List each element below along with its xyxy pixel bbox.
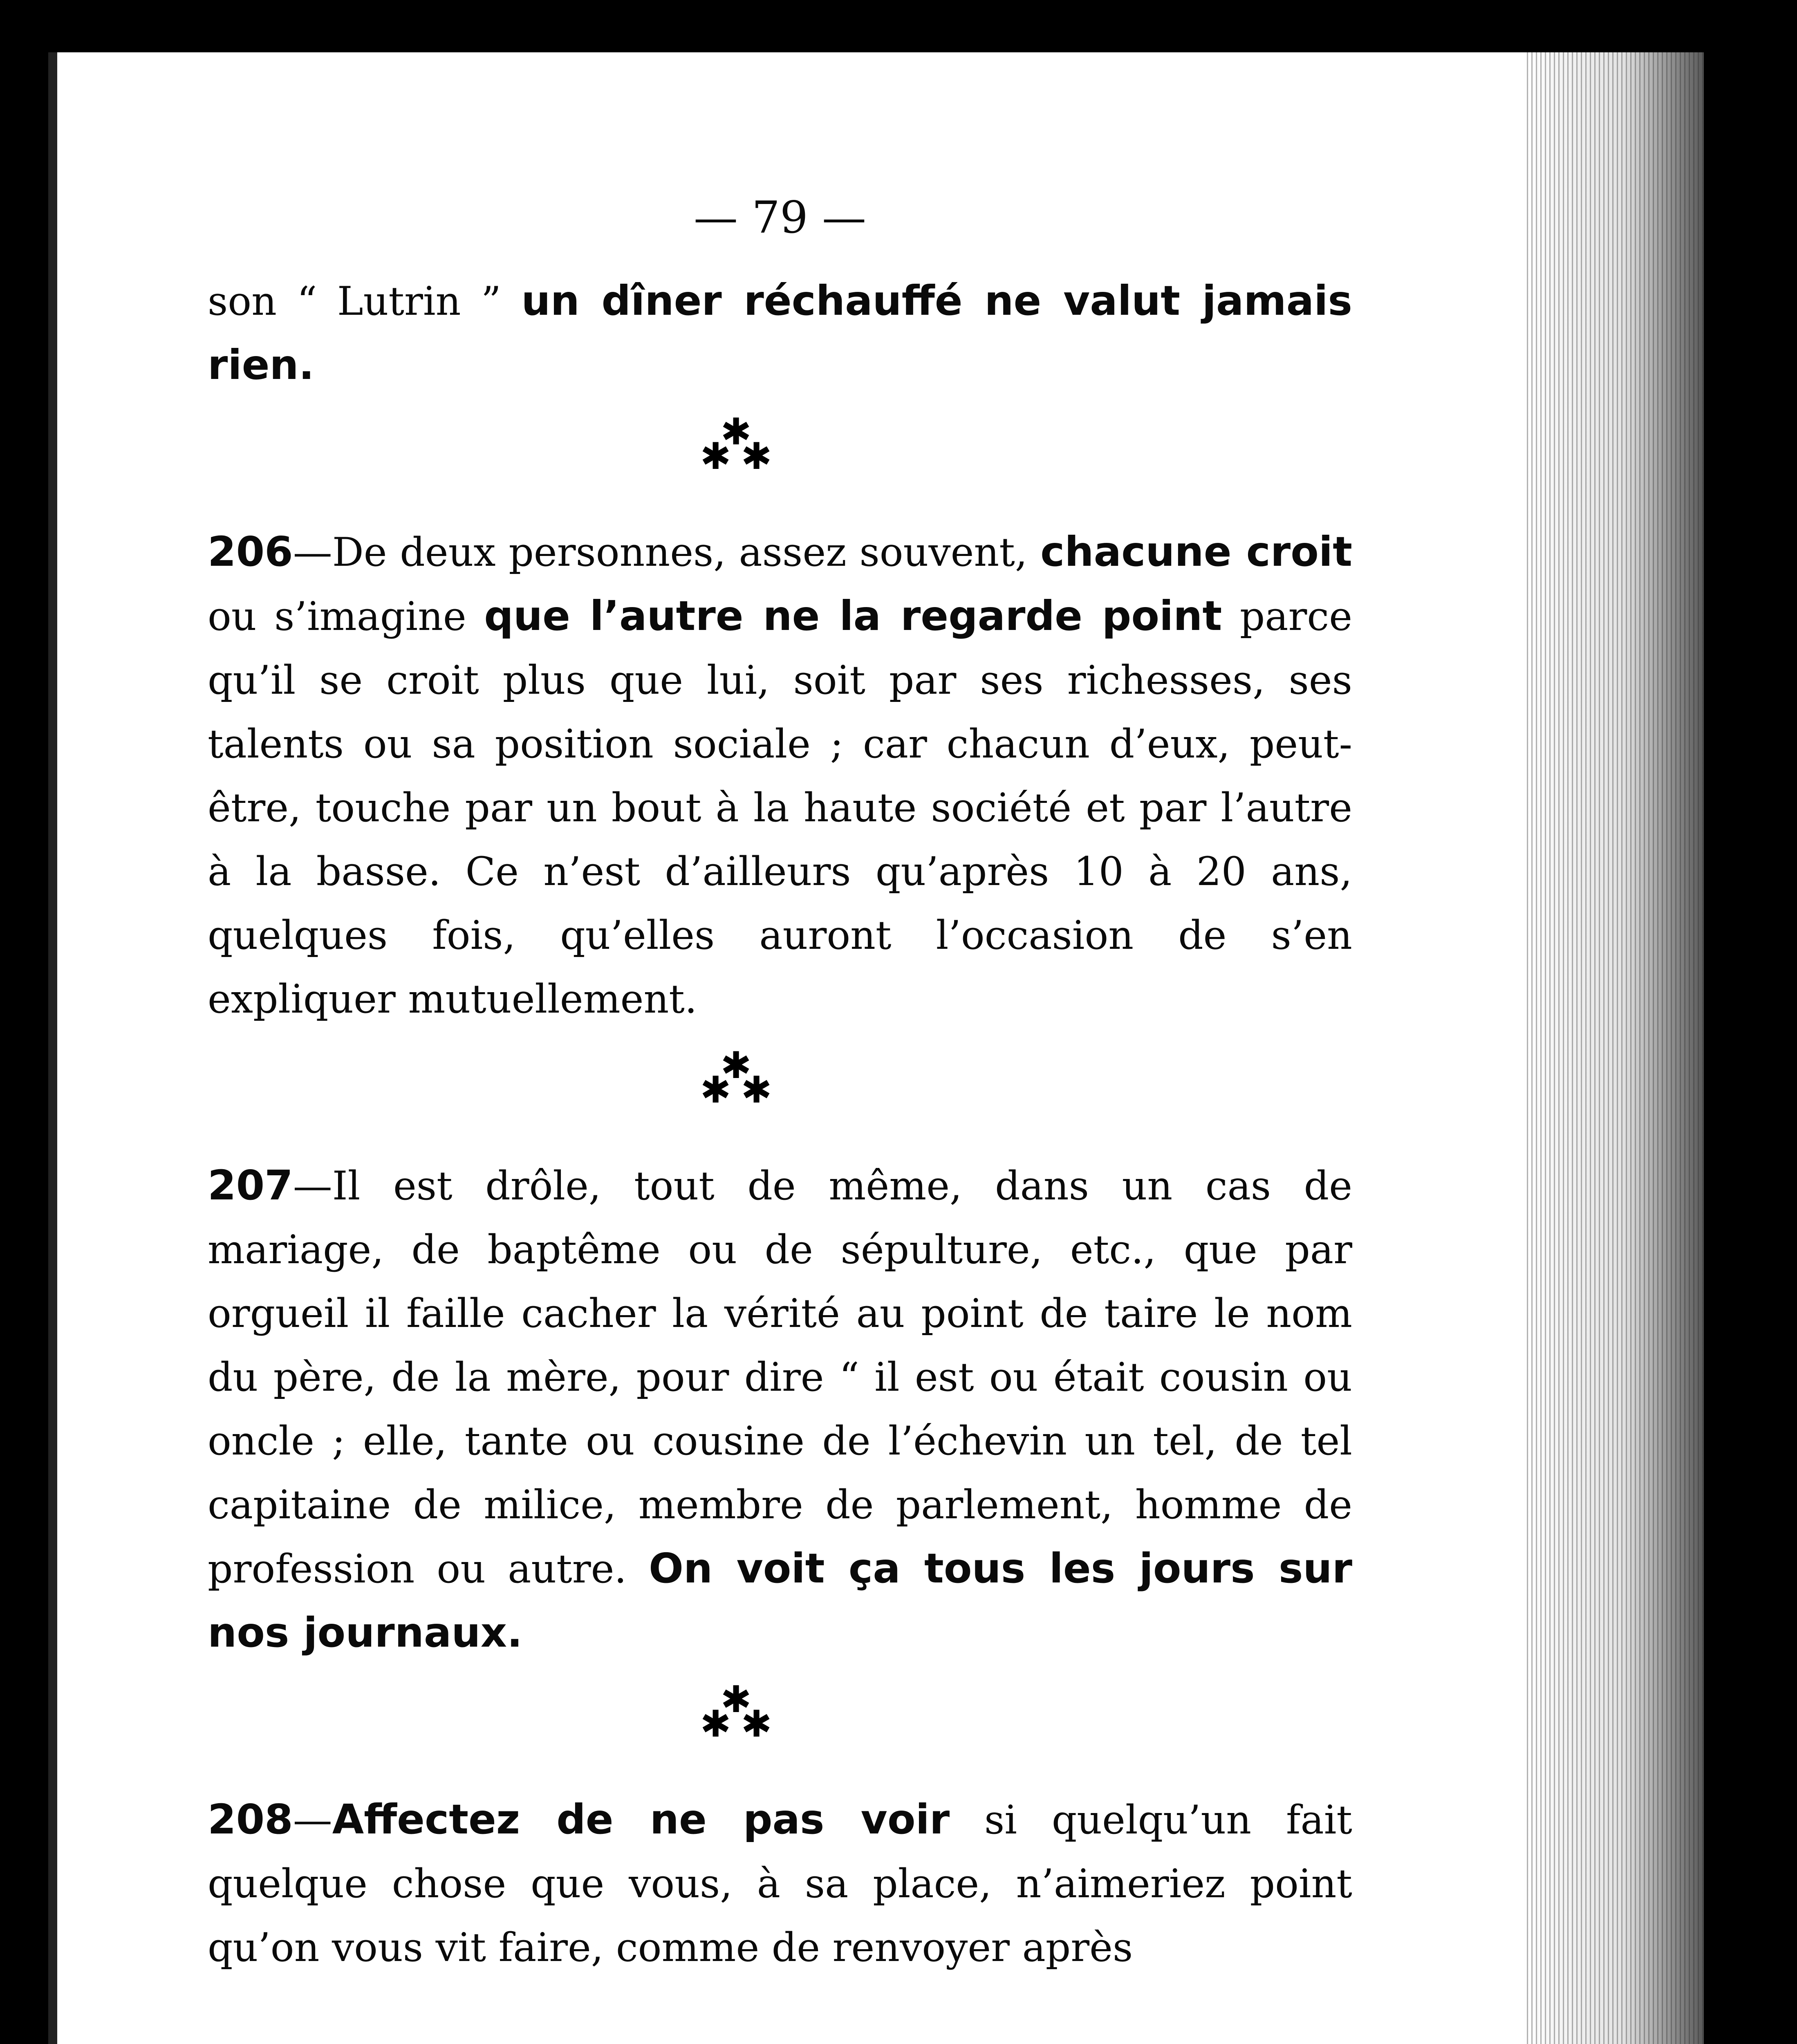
body-text: parce qu’il se croit plus que lui, soit par ses richesses, ses talents ou sa position sociale ; car chacun d’eux, peut-être, touche par un bout à la haute société et par l’autre à la basse. Ce n’est d’ailleurs qu’après 10 à 20 ans, quelques fois, qu’elles auront l’occasion de s’en expliquer mutuellement. [208,594,1353,1022]
page-text [208,191,1352,1979]
asterism-separator [208,397,1352,520]
carryover-bold: un dîner réchauffé ne valut jamais rien. [208,277,1352,389]
asterism-star: ✱ [700,435,731,478]
asterism-star: ✱ [741,1703,772,1746]
asterism-star: ✱ [741,1069,772,1112]
asterism-star: ✱ [721,1678,752,1721]
carryover-paragraph [208,269,1352,397]
asterism-separator [208,1665,1352,1788]
body-text: ou s’imagine [208,594,484,639]
body-text: — [293,1797,332,1843]
emphasis-text: Affectez de ne pas voir [332,1795,950,1843]
asterism-star: ✱ [721,1044,752,1087]
page-gutter-shadow [48,52,57,2044]
scan-edge-right [1524,52,1704,2044]
entry-208 [208,1788,1352,1979]
entry-number: 208 [208,1795,293,1843]
emphasis-text: chacune croit [1040,528,1353,576]
body-text: —Il est drôle, tout de même, dans un cas de mariage, de baptême ou de sépulture, etc., que par orgueil il faille cacher la vérité au point de taire le nom du père, de la mère, pour dire “ il est ou était cousin ou oncle ; elle, tante ou cousine de l’échevin un tel, de tel capitaine de milice, membre de parlement, homme de profession ou autre. [208,1163,1352,1592]
entry-207 [208,1154,1352,1665]
carryover-plain: son “ Lutrin ” [208,278,522,324]
entry-number: 207 [208,1161,293,1209]
body-text: —De deux personnes, assez souvent, [293,529,1041,575]
emphasis-text: que l’autre ne la regarde point [484,592,1222,640]
asterism-star: ✱ [700,1069,731,1112]
entry-number: 206 [208,528,293,576]
asterism-star: ✱ [741,435,772,478]
entry-206 [208,520,1352,1031]
book-page [48,52,1704,2044]
emphasis-text: On voit ça tous les jours sur nos journaux. [208,1544,1353,1656]
page-number: — 79 — [693,192,867,243]
asterism-star: ✱ [700,1703,731,1746]
asterism-separator [208,1031,1352,1154]
asterism-star: ✱ [721,410,752,453]
body-text: si quelqu’un fait quelque chose que vous, à sa place, n’aimeriez point qu’on vous vit faire, comme de renvoyer après [208,1797,1352,1970]
